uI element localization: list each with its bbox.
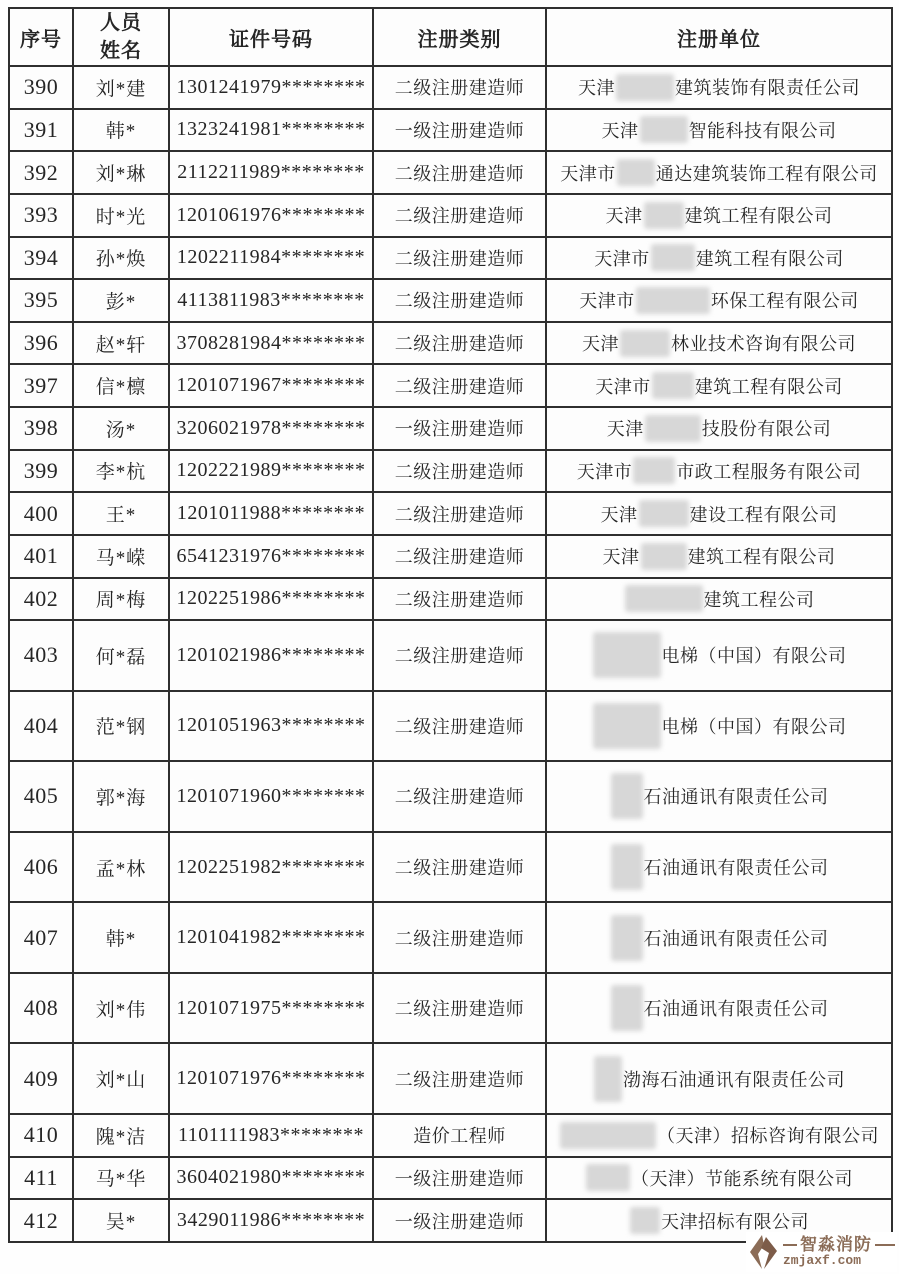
- cell-reg-category: 二级注册建造师: [373, 578, 546, 621]
- redaction-blur: [630, 1207, 660, 1234]
- cell-person-name: 何*磊: [73, 620, 169, 691]
- table-row: [9, 237, 892, 280]
- cell-person-name: 刘*建: [73, 66, 169, 109]
- reg-unit-prefix: 天津市: [576, 461, 633, 482]
- cell-reg-unit: [546, 194, 892, 237]
- cell-id-number: 1201021986********: [169, 620, 373, 691]
- cell-id-number: 3708281984********: [169, 322, 373, 365]
- header-serial: [9, 8, 73, 66]
- header-reg-unit-label: 注册单位: [677, 28, 761, 51]
- cell-serial: 411: [9, 1157, 73, 1200]
- cell-person-name: 刘*山: [73, 1043, 169, 1114]
- watermark-rule-right: [875, 1244, 895, 1246]
- cell-id-number: 4113811983********: [169, 279, 373, 322]
- table-row: [9, 535, 892, 578]
- cell-serial: 391: [9, 109, 73, 152]
- reg-unit-content: [549, 1164, 889, 1191]
- reg-unit-content: [549, 1207, 889, 1234]
- table-row: [9, 973, 892, 1044]
- cell-serial: 405: [9, 761, 73, 832]
- registration-table: [8, 7, 893, 1243]
- reg-unit-content: [549, 773, 889, 819]
- cell-reg-category: 二级注册建造师: [373, 1043, 546, 1114]
- cell-serial: 390: [9, 66, 73, 109]
- cell-reg-category: 二级注册建造师: [373, 691, 546, 762]
- reg-unit-content: [549, 915, 889, 961]
- table-row: [9, 450, 892, 493]
- redaction-blur: [641, 543, 687, 570]
- reg-unit-suffix: 电梯（中国）有限公司: [661, 716, 847, 737]
- reg-unit-content: [549, 844, 889, 890]
- reg-unit-suffix: 石油通讯有限责任公司: [643, 928, 829, 949]
- reg-unit-suffix: 建筑工程有限公司: [684, 206, 833, 227]
- cell-id-number: 2112211989********: [169, 151, 373, 194]
- redaction-blur: [636, 287, 710, 314]
- cell-id-number: 1201041982********: [169, 902, 373, 973]
- cell-serial: 397: [9, 364, 73, 407]
- reg-unit-content: [549, 500, 889, 527]
- header-row: [9, 8, 892, 66]
- cell-reg-unit: [546, 761, 892, 832]
- table-row: [9, 1043, 892, 1114]
- cell-person-name: 马*嵘: [73, 535, 169, 578]
- reg-unit-content: [549, 244, 889, 271]
- header-person-name: [73, 8, 169, 66]
- cell-reg-unit: [546, 535, 892, 578]
- watermark-url: zmjaxf.com: [783, 1253, 862, 1269]
- reg-unit-content: [549, 74, 889, 101]
- cell-reg-category: 一级注册建造师: [373, 109, 546, 152]
- redaction-blur: [616, 74, 674, 101]
- cell-person-name: 彭*: [73, 279, 169, 322]
- cell-person-name: 郭*海: [73, 761, 169, 832]
- header-id-number-label: 证件号码: [229, 28, 313, 51]
- cell-serial: 402: [9, 578, 73, 621]
- cell-reg-unit: [546, 151, 892, 194]
- reg-unit-suffix: 电梯（中国）有限公司: [661, 646, 847, 667]
- cell-serial: 409: [9, 1043, 73, 1114]
- reg-unit-suffix: 天津招标有限公司: [661, 1211, 809, 1232]
- reg-unit-prefix: 天津: [582, 334, 619, 355]
- reg-unit-suffix: 渤海石油通讯有限责任公司: [623, 1069, 845, 1090]
- watermark-text: [783, 1236, 895, 1267]
- cell-reg-unit: [546, 620, 892, 691]
- watermark: [746, 1232, 897, 1272]
- table-row: [9, 322, 892, 365]
- cell-reg-unit: [546, 322, 892, 365]
- cell-serial: 408: [9, 973, 73, 1044]
- cell-person-name: 孙*焕: [73, 237, 169, 280]
- reg-unit-content: [549, 632, 889, 678]
- table-header: [9, 8, 892, 66]
- cell-serial: 395: [9, 279, 73, 322]
- cell-person-name: 刘*伟: [73, 973, 169, 1044]
- cell-id-number: 1202251982********: [169, 832, 373, 903]
- redaction-blur: [611, 915, 643, 961]
- cell-id-number: 1202211984********: [169, 237, 373, 280]
- redaction-blur: [594, 1056, 622, 1102]
- cell-reg-category: 二级注册建造师: [373, 973, 546, 1044]
- cell-reg-unit: [546, 492, 892, 535]
- cell-reg-unit: [546, 691, 892, 762]
- reg-unit-prefix: 天津: [602, 547, 640, 568]
- redaction-blur: [625, 585, 703, 612]
- reg-unit-prefix: 天津: [605, 206, 643, 227]
- cell-serial: 410: [9, 1114, 73, 1157]
- cell-reg-category: 二级注册建造师: [373, 535, 546, 578]
- cell-reg-unit: [546, 902, 892, 973]
- cell-id-number: 3206021978********: [169, 407, 373, 450]
- cell-id-number: 1201051963********: [169, 691, 373, 762]
- cell-person-name: 王*: [73, 492, 169, 535]
- redaction-blur: [633, 457, 675, 484]
- header-reg-category-label: 注册类别: [417, 28, 502, 51]
- cell-serial: 400: [9, 492, 73, 535]
- cell-reg-category: 二级注册建造师: [373, 761, 546, 832]
- cell-id-number: 1201071960********: [169, 761, 373, 832]
- reg-unit-suffix: （天津）招标咨询有限公司: [657, 1126, 879, 1147]
- reg-unit-suffix: 建筑装饰有限责任公司: [675, 78, 860, 99]
- cell-reg-category: 造价工程师: [373, 1114, 546, 1157]
- redaction-blur: [639, 500, 689, 527]
- cell-serial: 393: [9, 194, 73, 237]
- cell-id-number: 1201061976********: [169, 194, 373, 237]
- cell-reg-category: 二级注册建造师: [373, 279, 546, 322]
- cell-id-number: 1201011988********: [169, 492, 373, 535]
- cell-person-name: 赵*轩: [73, 322, 169, 365]
- cell-reg-category: 一级注册建造师: [373, 1199, 546, 1242]
- reg-unit-content: [549, 159, 889, 186]
- redaction-blur: [651, 244, 695, 271]
- cell-id-number: 1101111983********: [169, 1114, 373, 1157]
- redaction-blur: [617, 159, 655, 186]
- cell-reg-category: 二级注册建造师: [373, 322, 546, 365]
- cell-person-name: 周*梅: [73, 578, 169, 621]
- reg-unit-suffix: 环保工程有限公司: [710, 291, 859, 312]
- table-row: [9, 761, 892, 832]
- redaction-blur: [645, 415, 701, 442]
- reg-unit-suffix: 通达建筑装饰工程有限公司: [655, 163, 878, 184]
- reg-unit-suffix: 建筑工程有限公司: [694, 376, 843, 397]
- cell-reg-category: 二级注册建造师: [373, 237, 546, 280]
- header-id-number: [169, 8, 373, 66]
- cell-reg-unit: [546, 66, 892, 109]
- reg-unit-suffix: 建筑工程有限公司: [695, 248, 844, 269]
- cell-reg-unit: [546, 279, 892, 322]
- cell-reg-unit: [546, 450, 892, 493]
- cell-reg-category: 二级注册建造师: [373, 364, 546, 407]
- reg-unit-content: [549, 985, 889, 1031]
- reg-unit-content: [549, 116, 889, 143]
- redaction-blur: [586, 1164, 630, 1191]
- reg-unit-content: [549, 330, 889, 357]
- reg-unit-prefix: 天津市: [560, 163, 616, 184]
- cell-reg-category: 二级注册建造师: [373, 151, 546, 194]
- cell-reg-category: 二级注册建造师: [373, 832, 546, 903]
- table-row: [9, 109, 892, 152]
- redaction-blur: [593, 632, 661, 678]
- reg-unit-suffix: 智能科技有限公司: [688, 120, 837, 141]
- cell-serial: 399: [9, 450, 73, 493]
- cell-id-number: 1202251986********: [169, 578, 373, 621]
- cell-serial: 392: [9, 151, 73, 194]
- cell-person-name: 范*钢: [73, 691, 169, 762]
- reg-unit-prefix: 天津: [578, 78, 615, 99]
- reg-unit-suffix: 建设工程有限公司: [689, 504, 838, 525]
- cell-person-name: 时*光: [73, 194, 169, 237]
- table-row: [9, 1114, 892, 1157]
- table-row: [9, 832, 892, 903]
- cell-reg-unit: [546, 109, 892, 152]
- redaction-blur: [644, 202, 684, 229]
- redaction-blur: [593, 703, 661, 749]
- reg-unit-content: [549, 287, 889, 314]
- cell-person-name: 刘*琳: [73, 151, 169, 194]
- table-row: [9, 620, 892, 691]
- reg-unit-content: [549, 1056, 889, 1102]
- cell-id-number: 1201071967********: [169, 364, 373, 407]
- cell-serial: 398: [9, 407, 73, 450]
- watermark-title: 智淼消防: [800, 1235, 872, 1255]
- reg-unit-suffix: 石油通讯有限责任公司: [643, 858, 829, 879]
- cell-serial: 396: [9, 322, 73, 365]
- reg-unit-content: [549, 585, 889, 612]
- cell-id-number: 6541231976********: [169, 535, 373, 578]
- cell-reg-category: 二级注册建造师: [373, 620, 546, 691]
- reg-unit-prefix: 天津: [600, 504, 638, 525]
- cell-reg-unit: [546, 1114, 892, 1157]
- redaction-blur: [652, 372, 694, 399]
- cell-person-name: 汤*: [73, 407, 169, 450]
- reg-unit-suffix: 建筑工程公司: [703, 589, 815, 610]
- reg-unit-content: [549, 415, 889, 442]
- cell-person-name: 韩*: [73, 902, 169, 973]
- header-reg-unit: [546, 8, 892, 66]
- table-row: [9, 578, 892, 621]
- cell-person-name: 李*杭: [73, 450, 169, 493]
- redaction-blur: [611, 773, 643, 819]
- redaction-blur: [560, 1122, 656, 1149]
- table-row: [9, 364, 892, 407]
- cell-person-name: 马*华: [73, 1157, 169, 1200]
- table-row: [9, 279, 892, 322]
- table-row: [9, 194, 892, 237]
- reg-unit-prefix: 天津: [601, 120, 639, 141]
- cell-reg-unit: [546, 1043, 892, 1114]
- reg-unit-content: [549, 1122, 889, 1149]
- cell-reg-category: 二级注册建造师: [373, 66, 546, 109]
- cell-reg-unit: [546, 237, 892, 280]
- reg-unit-prefix: 天津: [606, 419, 644, 440]
- cell-id-number: 3604021980********: [169, 1157, 373, 1200]
- table-row: [9, 492, 892, 535]
- table-row: [9, 151, 892, 194]
- cell-reg-unit: [546, 832, 892, 903]
- cell-id-number: 1201071976********: [169, 1043, 373, 1114]
- reg-unit-suffix: （天津）节能系统有限公司: [631, 1168, 853, 1189]
- watermark-title-row: [783, 1236, 895, 1254]
- reg-unit-suffix: 建筑工程有限公司: [687, 547, 836, 568]
- cell-reg-category: 二级注册建造师: [373, 902, 546, 973]
- cell-serial: 406: [9, 832, 73, 903]
- cell-reg-category: 二级注册建造师: [373, 492, 546, 535]
- cell-id-number: 1301241979********: [169, 66, 373, 109]
- reg-unit-suffix: 石油通讯有限责任公司: [643, 999, 829, 1020]
- cell-serial: 403: [9, 620, 73, 691]
- cell-reg-unit: [546, 364, 892, 407]
- cell-reg-category: 二级注册建造师: [373, 194, 546, 237]
- cell-person-name: 信*檩: [73, 364, 169, 407]
- cell-serial: 394: [9, 237, 73, 280]
- cell-serial: 407: [9, 902, 73, 973]
- redaction-blur: [620, 330, 670, 357]
- cell-reg-unit: [546, 973, 892, 1044]
- cell-reg-category: 二级注册建造师: [373, 450, 546, 493]
- redaction-blur: [611, 844, 643, 890]
- cell-reg-unit: [546, 578, 892, 621]
- reg-unit-content: [549, 457, 889, 484]
- header-serial-label: 序号: [20, 28, 62, 51]
- watermark-rule-left: [783, 1244, 797, 1246]
- cell-serial: 401: [9, 535, 73, 578]
- cell-person-name: 孟*林: [73, 832, 169, 903]
- table-row: [9, 407, 892, 450]
- reg-unit-suffix: 林业技术咨询有限公司: [671, 334, 856, 355]
- reg-unit-content: [549, 703, 889, 749]
- cell-reg-unit: [546, 407, 892, 450]
- reg-unit-suffix: 石油通讯有限责任公司: [643, 787, 829, 808]
- table-row: [9, 902, 892, 973]
- table-body: [9, 66, 892, 1242]
- cell-person-name: 吴*: [73, 1199, 169, 1242]
- redaction-blur: [611, 985, 643, 1031]
- cell-id-number: 1323241981********: [169, 109, 373, 152]
- reg-unit-prefix: 天津市: [595, 376, 651, 397]
- header-person-name-label: 人员姓名: [100, 12, 142, 62]
- table-row: [9, 691, 892, 762]
- cell-reg-category: 一级注册建造师: [373, 1157, 546, 1200]
- cell-id-number: 3429011986********: [169, 1199, 373, 1242]
- redaction-blur: [640, 116, 688, 143]
- cell-id-number: 1201071975********: [169, 973, 373, 1044]
- reg-unit-content: [549, 543, 889, 570]
- cell-reg-unit: [546, 1157, 892, 1200]
- reg-unit-prefix: 天津市: [579, 291, 635, 312]
- cell-id-number: 1202221989********: [169, 450, 373, 493]
- cell-reg-category: 一级注册建造师: [373, 407, 546, 450]
- reg-unit-prefix: 天津市: [594, 248, 650, 269]
- cell-person-name: 隗*洁: [73, 1114, 169, 1157]
- header-reg-category: [373, 8, 546, 66]
- cell-serial: 404: [9, 691, 73, 762]
- reg-unit-suffix: 技股份有限公司: [701, 419, 832, 440]
- reg-unit-content: [549, 202, 889, 229]
- reg-unit-content: [549, 372, 889, 399]
- reg-unit-suffix: 市政工程服务有限公司: [676, 461, 862, 482]
- table-row: [9, 1157, 892, 1200]
- table-row: [9, 66, 892, 109]
- cell-person-name: 韩*: [73, 109, 169, 152]
- zhimiao-logo-icon: [748, 1233, 780, 1271]
- cell-serial: 412: [9, 1199, 73, 1242]
